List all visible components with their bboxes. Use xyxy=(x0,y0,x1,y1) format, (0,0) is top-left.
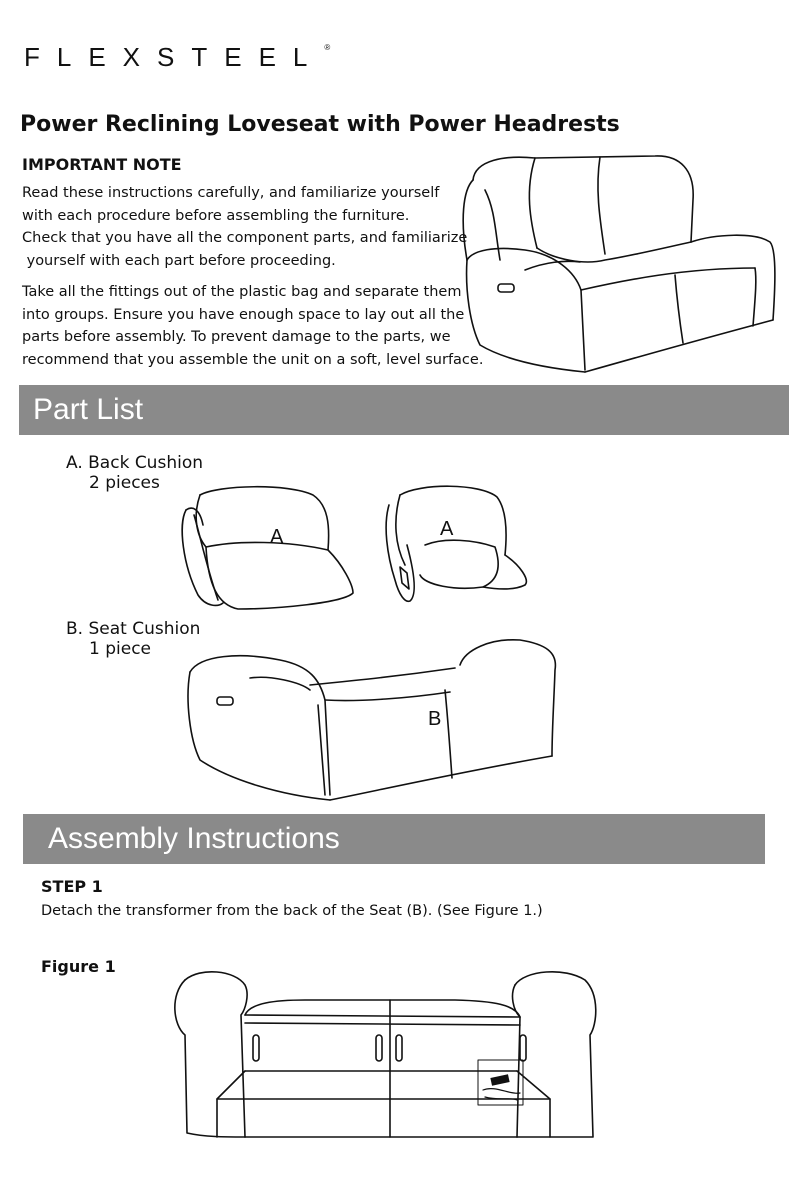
note-line: parts before assembly. To prevent damage to the parts, we xyxy=(22,329,451,345)
back-cushion-a-right-illustration xyxy=(385,485,535,615)
part-b-qty: 1 piece xyxy=(89,639,151,659)
assembly-instructions-heading: Assembly Instructions xyxy=(23,814,765,864)
step-1-text: Detach the transformer from the back of the Seat (B). (See Figure 1.) xyxy=(41,903,543,919)
note-line: Read these instructions carefully, and familiarize yourself xyxy=(22,185,440,201)
part-a-tag-2: A xyxy=(440,518,454,540)
seat-cushion-b-illustration xyxy=(180,630,580,810)
loveseat-illustration xyxy=(455,150,795,380)
brand-logo xyxy=(24,42,330,73)
brand-mark: ® xyxy=(324,43,331,53)
note-line: into groups. Ensure you have enough space to lay out all the xyxy=(22,306,465,323)
note-line: with each procedure before assembling the furniture. xyxy=(22,207,410,224)
part-a-qty: 2 pieces xyxy=(89,473,160,493)
note-line: recommend that you assemble the unit on a soft, level surface. xyxy=(22,351,484,368)
important-note-heading: IMPORTANT NOTE xyxy=(22,155,182,174)
part-a-tag: A xyxy=(270,526,284,548)
important-note-paragraph-2 xyxy=(22,281,502,371)
figure-1-illustration xyxy=(165,965,615,1145)
part-b-tag: B xyxy=(428,708,442,730)
figure-1-label: Figure 1 xyxy=(41,957,116,976)
back-cushion-a-left-illustration xyxy=(178,485,358,615)
part-b-name: B. Seat Cushion xyxy=(66,619,201,639)
note-line: yourself with each part before proceeding. xyxy=(22,252,336,269)
part-list-heading: Part List xyxy=(19,385,789,435)
important-note-paragraph-1 xyxy=(22,182,482,272)
page-title: Power Reclining Loveseat with Power Headrests xyxy=(20,112,620,137)
brand-name: FLEXSTEEL xyxy=(24,42,325,72)
step-1-heading: STEP 1 xyxy=(41,877,103,896)
part-a-name: A. Back Cushion xyxy=(66,453,203,473)
note-line: Check that you have all the component parts, and familiarize xyxy=(22,230,468,246)
note-line: Take all the fittings out of the plastic bag and separate them xyxy=(22,284,462,300)
